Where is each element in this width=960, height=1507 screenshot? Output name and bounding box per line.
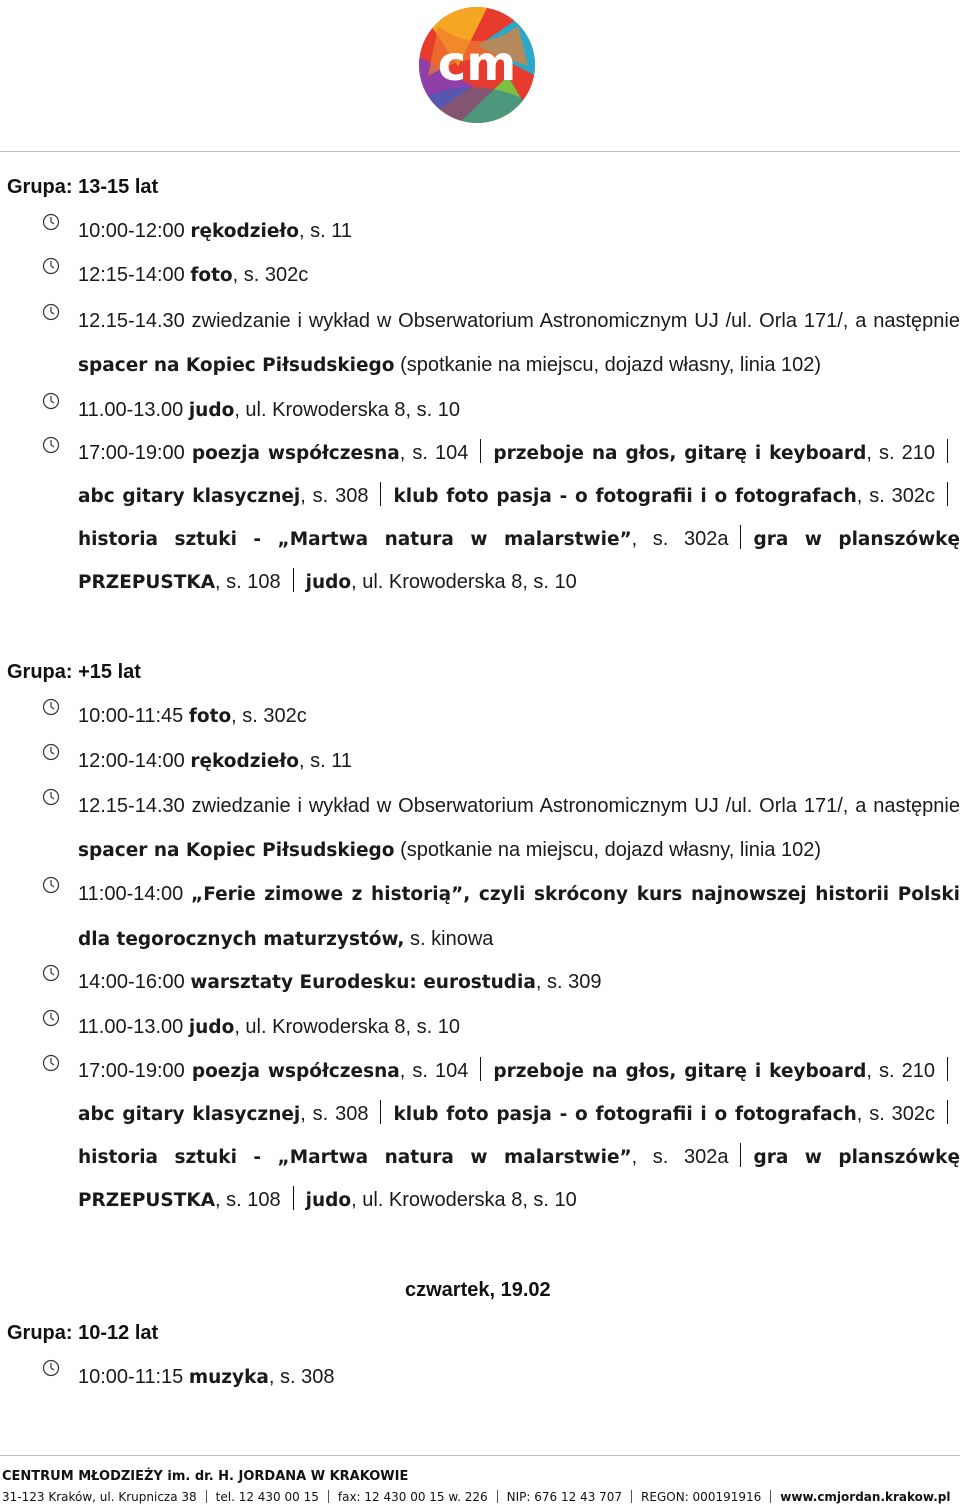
- list-item: 11:00-14:00 „Ferie zimowe z historią”, czyli skrócony kurs najnowszej historii Polski dla tegorocznych maturzystów, s. kinowa: [42, 872, 960, 962]
- footer-address: 31-123 Kraków, ul. Krupnicza 38: [2, 1490, 197, 1504]
- list-item: 12.15-14.30 zwiedzanie i wykład w Obserwatorium Astronomicznym UJ /ul. Orla 171/, a następnie spacer na Kopiec Piłsudskiego (spotkanie na miejscu, dojazd własny, linia 102): [42, 299, 960, 388]
- list-item: 17:00-19:00 poezja współczesna, s. 104 przeboje na głos, gitarę i keyboard, s. 210abc gitary klasycznej, s. 308 klub foto pasja - o fotografii i o fotografach, s. 302chistoria sztuki - „Martwa natura w malarstwie”, s. 302a gra w planszówkę PRZEPUSTKA, s. 108 judo, ul. Krowoderska 8, s. 10: [42, 432, 960, 604]
- list-item: 11.00-13.00 judo, ul. Krowoderska 8, s. 10: [42, 1005, 960, 1050]
- clock-icon: [42, 1359, 60, 1377]
- clock-icon: [42, 1054, 60, 1072]
- svg-text:cm: cm: [437, 36, 517, 92]
- list-item: 10:00-12:00 rękodzieło, s. 11: [42, 209, 960, 254]
- clock-icon: [42, 213, 60, 231]
- footer-org-name: CENTRUM MŁODZIEŻY im. dr. H. JORDANA W KRAKOWIE: [2, 1469, 409, 1484]
- header-divider: [0, 151, 960, 152]
- group-title: Grupa: +15 lat: [7, 661, 141, 683]
- cm-logo: [418, 6, 536, 124]
- clock-icon: [42, 257, 60, 275]
- list-item: 17:00-19:00 poezja współczesna, s. 104 przeboje na głos, gitarę i keyboard, s. 210abc gitary klasycznej, s. 308 klub foto pasja - o fotografii i o fotografach, s. 302chistoria sztuki - „Martwa natura w malarstwie”, s. 302a gra w planszówkę PRZEPUSTKA, s. 108 judo, ul. Krowoderska 8, s. 10: [42, 1050, 960, 1222]
- list-item: 14:00-16:00 warsztaty Eurodesku: eurostudia, s. 309: [42, 960, 960, 1005]
- day-title: czwartek, 19.02: [405, 1279, 551, 1301]
- group-title: Grupa: 13-15 lat: [7, 176, 159, 198]
- clock-icon: [42, 303, 60, 321]
- footer-nip: NIP: 676 12 43 707: [506, 1490, 623, 1504]
- list-item: 10:00-11:15 muzyka, s. 308: [42, 1355, 960, 1400]
- footer-tel: tel. 12 430 00 15: [215, 1490, 319, 1504]
- list-item: 12:15-14:00 foto, s. 302c: [42, 253, 960, 298]
- clock-icon: [42, 392, 60, 410]
- clock-icon: [42, 876, 60, 894]
- footer-fax: fax: 12 430 00 15 w. 226: [337, 1490, 488, 1504]
- list-item: 12.15-14.30 zwiedzanie i wykład w Obserwatorium Astronomicznym UJ /ul. Orla 171/, a następnie spacer na Kopiec Piłsudskiego (spotkanie na miejscu, dojazd własny, linia 102): [42, 784, 960, 873]
- clock-icon: [42, 1009, 60, 1027]
- group-title: Grupa: 10-12 lat: [7, 1322, 159, 1344]
- clock-icon: [42, 698, 60, 716]
- list-item: 10:00-11:45 foto, s. 302c: [42, 694, 960, 739]
- list-item: 12:00-14:00 rękodzieło, s. 11: [42, 739, 960, 784]
- footer-website-link[interactable]: www.cmjordan.krakow.pl: [780, 1490, 951, 1504]
- footer-divider: [0, 1455, 960, 1456]
- clock-icon: [42, 436, 60, 454]
- footer-contact: [2, 1490, 950, 1504]
- list-item: 11.00-13.00 judo, ul. Krowoderska 8, s. 10: [42, 388, 960, 433]
- clock-icon: [42, 964, 60, 982]
- clock-icon: [42, 788, 60, 806]
- clock-icon: [42, 743, 60, 761]
- footer-regon: REGON: 000191916: [641, 1490, 762, 1504]
